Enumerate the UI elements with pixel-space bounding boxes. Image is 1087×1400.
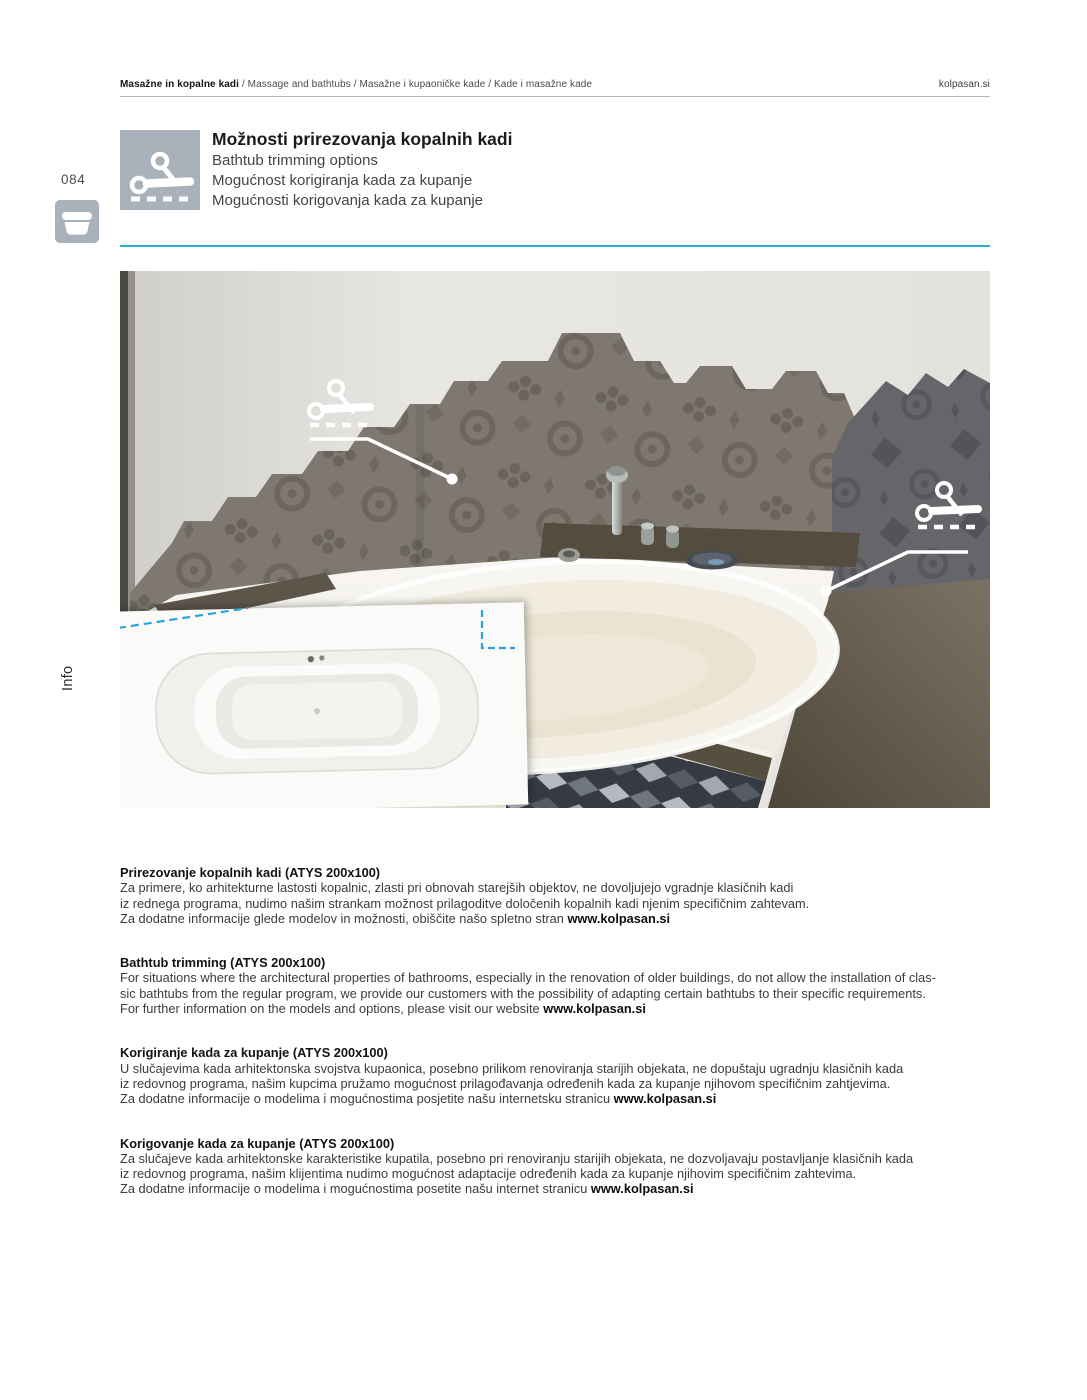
section-en-heading: Bathtub trimming (ATYS 200x100) xyxy=(120,955,326,971)
breadcrumb-primary: Masažne in kopalne kadi xyxy=(120,79,240,90)
brand-url[interactable]: kolpasan.si xyxy=(938,79,990,90)
callout-dot-right xyxy=(821,586,832,597)
page-title: Možnosti prirezovanja kopalnih kadi xyxy=(212,129,513,149)
page-title-en: Bathtub trimming options xyxy=(212,152,378,169)
page-number: 084 xyxy=(61,172,86,187)
section-en-body: For situations where the architectural properties of bathrooms, especially in the renovation of older buildings, do not allow the installation of clas- sic bathtubs from the regular program, we provide our customers with the possibility of adapting certain bathtubs to their specific requirements. For further information on the models and options, please visit our website www.kolpasan.si xyxy=(120,970,936,1017)
section-en xyxy=(120,955,994,1016)
body-text xyxy=(120,865,994,1226)
website-link[interactable]: www.kolpasan.si xyxy=(567,910,671,926)
bathtub-icon-glyph xyxy=(55,200,99,243)
website-link[interactable]: www.kolpasan.si xyxy=(613,1091,717,1107)
bathroom-photo xyxy=(120,271,990,808)
title-block xyxy=(212,129,512,211)
section-sl-heading: Prirezovanje kopalnih kadi (ATYS 200x100) xyxy=(120,865,381,880)
page-title-sr: Mogućnosti korigovanja kada za kupanje xyxy=(212,192,484,209)
side-tab-info: Info xyxy=(60,665,76,691)
page-title-hr: Mogućnost korigiranja kada za kupanje xyxy=(212,172,473,189)
scissors-cut-icon xyxy=(120,130,200,210)
section-sl xyxy=(120,865,994,926)
callout-dot-left xyxy=(447,474,458,485)
website-link[interactable]: www.kolpasan.si xyxy=(590,1181,694,1197)
breadcrumb-rest: / Massage and bathtubs / Masažne i kupaoničke kade / Kade i masažne kade xyxy=(241,79,593,90)
bathroom-photo-art xyxy=(120,271,990,808)
website-link[interactable]: www.kolpasan.si xyxy=(543,1001,646,1017)
breadcrumb xyxy=(120,79,990,97)
breadcrumb-trail xyxy=(120,79,592,90)
section-sr-heading: Korigovanje kada za kupanje (ATYS 200x100) xyxy=(120,1135,395,1151)
section-sl-body: Za primere, ko arhitekturne lastosti kopalnic, zlasti pri obnovah starejših objektov, ne dovoljujejo vgradnje klasičnih kadi iz rednega programa, nudimo našim strankam možnost prilagoditve določenih kopalnih kadi njenim specifičnim zahtevam. Za dodatne informacije glede modelov in možnosti, obiščite našo spletno stran www.kolpasan.si xyxy=(120,880,810,926)
section-sr xyxy=(120,1136,994,1197)
accent-divider xyxy=(120,245,990,247)
section-hr-heading: Korigiranje kada za kupanje (ATYS 200x100) xyxy=(120,1045,388,1061)
scissors-cut-icon-glyph xyxy=(120,130,200,210)
section-hr xyxy=(120,1045,994,1106)
section-sr-body: Za slučajeve kada arhitektonske karakteristike kupatila, posebno pri renoviranju starijih objekata, ne dozvoljavaju postavljanje klasičnih kada iz redovnog programa, našim klijentima nudimo mogućnost adaptacije određenih kada za kupanje njihovim specifičnim zahtevima. Za dodatne informacije o modelima i mogućnostima posetite našu internet stranicu www.kolpasan.si xyxy=(120,1150,914,1197)
bathtub-icon xyxy=(55,200,99,243)
inset-tub-topview xyxy=(120,602,528,808)
section-hr-body: U slučajevima kada arhitektonska svojstva kupaonica, posebno prilikom renoviranja starijih objekata, ne dopuštaju ugradnju klasičnih kada iz redovnog programa, našim kupcima pružamo mogućnost prilagođavanja određenih kada za kupanje njihovom specifičnim zahtjevima. Za dodatne informacije o modelima i mogućnostima posjetite našu internetsku stranicu www.kolpasan.si xyxy=(120,1060,904,1107)
